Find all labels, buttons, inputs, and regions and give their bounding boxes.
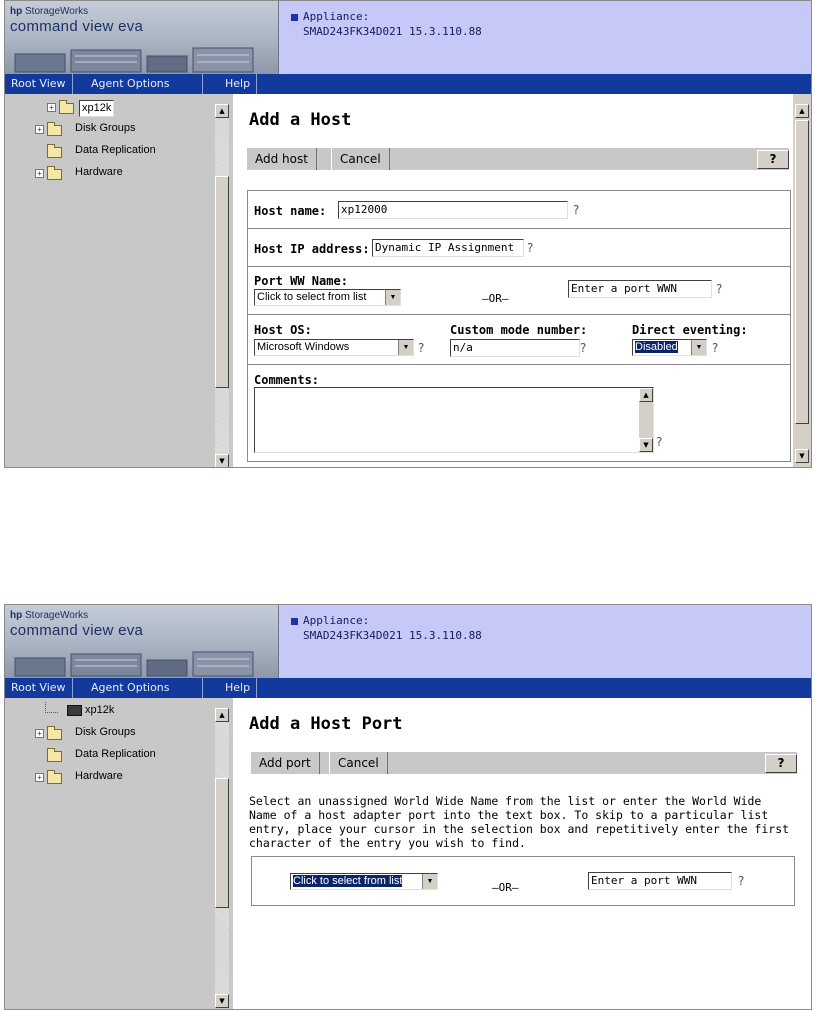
nav-scrollbar[interactable] xyxy=(215,708,229,1008)
tree-item-hardware[interactable] xyxy=(35,166,175,180)
port-wwn-input[interactable]: Enter a port WWN xyxy=(568,280,712,298)
direct-eventing-label: Direct eventing: xyxy=(632,323,748,337)
brand-banner xyxy=(5,1,279,74)
tree-label: Data Replication xyxy=(75,144,156,156)
brand-hp: hp StorageWorks xyxy=(10,610,89,621)
nav-scrollbar[interactable] xyxy=(215,104,229,468)
content-pane xyxy=(233,698,801,1009)
action-toolbar xyxy=(247,148,789,170)
chevron-down-icon[interactable]: ▼ xyxy=(385,290,400,305)
expand-icon[interactable]: + xyxy=(47,103,56,112)
tree-label: xp12k xyxy=(85,704,115,716)
scroll-up-icon[interactable]: ▲ xyxy=(639,388,653,402)
chevron-down-icon[interactable]: ▼ xyxy=(398,340,413,355)
appliance-bullet-icon xyxy=(291,14,298,21)
instructions-text: Select an unassigned World Wide Name from the list or enter the World Wide Name of a host adapter port into the text box. To skip to a particular list entry, place your cursor in the selection box and repetitively enter the first character of the entry you wish to find. xyxy=(249,794,790,850)
scroll-thumb[interactable] xyxy=(215,778,229,908)
host-os-select[interactable] xyxy=(254,339,414,356)
help-icon[interactable]: ? xyxy=(738,874,745,888)
tree-item-xp12k[interactable] xyxy=(45,704,165,718)
tree-item-disk-groups[interactable] xyxy=(35,122,175,136)
select-value: Click to select from list xyxy=(257,291,367,303)
tree-label: Hardware xyxy=(75,166,123,178)
storage-system-icon xyxy=(67,705,82,716)
cancel-button[interactable]: Cancel xyxy=(331,148,390,170)
tree-label: Data Replication xyxy=(75,748,156,760)
or-separator: —OR— xyxy=(482,292,509,305)
appliance-label: Appliance: xyxy=(303,10,370,23)
scroll-up-icon[interactable]: ▲ xyxy=(215,104,229,118)
tree-label: Disk Groups xyxy=(75,122,136,134)
folder-icon xyxy=(47,751,62,762)
appliance-info: SMAD243FK34D021 15.3.110.88 xyxy=(303,25,482,38)
scroll-down-icon[interactable]: ▼ xyxy=(795,449,809,463)
host-name-input[interactable]: xp12000 xyxy=(338,201,568,219)
menu-root-view[interactable]: Root View xyxy=(5,74,73,94)
appliance-label: Appliance: xyxy=(303,614,370,627)
storage-equipment-image xyxy=(5,650,279,678)
folder-icon xyxy=(59,103,74,114)
host-name-label: Host name: xyxy=(254,204,327,218)
scroll-down-icon[interactable]: ▼ xyxy=(215,454,229,468)
folder-icon xyxy=(47,147,62,158)
expand-icon[interactable]: + xyxy=(35,729,44,738)
tree-item-disk-groups[interactable] xyxy=(35,726,175,740)
custom-mode-label: Custom mode number: xyxy=(450,323,588,337)
cancel-button[interactable]: Cancel xyxy=(329,752,388,774)
scroll-down-icon[interactable]: ▼ xyxy=(639,438,653,452)
chevron-down-icon[interactable]: ▼ xyxy=(691,340,706,355)
help-icon[interactable]: ? xyxy=(712,341,719,355)
help-icon[interactable]: ? xyxy=(573,203,580,217)
page-title: Add a Host xyxy=(249,110,352,130)
content-pane xyxy=(233,94,793,467)
help-icon[interactable]: ? xyxy=(418,341,425,355)
screenshot-add-host xyxy=(4,0,812,468)
comments-textarea[interactable] xyxy=(254,387,654,453)
select-value: Disabled xyxy=(635,341,678,353)
action-toolbar xyxy=(251,752,797,774)
host-ip-input[interactable]: Dynamic IP Assignment xyxy=(372,239,524,257)
help-button[interactable]: ? xyxy=(765,754,797,773)
help-icon[interactable]: ? xyxy=(716,282,723,296)
wwn-selection-box xyxy=(251,856,795,906)
or-separator: —OR— xyxy=(492,881,519,894)
add-port-button[interactable]: Add port xyxy=(251,752,320,774)
host-ip-row xyxy=(248,229,790,267)
scroll-thumb[interactable] xyxy=(215,176,229,388)
add-host-button[interactable]: Add host xyxy=(247,148,317,170)
folder-icon xyxy=(47,773,62,784)
folder-icon xyxy=(47,125,62,136)
brand-product: command view eva xyxy=(10,622,144,639)
navigation-tree-pane xyxy=(5,698,233,1009)
storage-equipment-image xyxy=(5,46,279,74)
wwn-input[interactable]: Enter a port WWN xyxy=(588,872,732,890)
wwn-select[interactable] xyxy=(290,873,438,890)
scroll-down-icon[interactable]: ▼ xyxy=(215,994,229,1008)
tree-label: Hardware xyxy=(75,770,123,782)
appliance-panel xyxy=(279,605,811,678)
menu-bar xyxy=(5,678,811,698)
appliance-info: SMAD243FK34D021 15.3.110.88 xyxy=(303,629,482,642)
brand-banner xyxy=(5,605,279,678)
host-name-row xyxy=(248,191,790,229)
tree-item-hardware[interactable] xyxy=(35,770,175,784)
port-wwn-label: Port WW Name: xyxy=(254,274,348,288)
port-wwn-select[interactable] xyxy=(254,289,401,306)
textarea-scrollbar[interactable] xyxy=(639,388,653,452)
screenshot-add-host-port xyxy=(4,604,812,1010)
help-icon[interactable]: ? xyxy=(656,435,663,449)
host-os-label: Host OS: xyxy=(254,323,312,337)
brand-product: command view eva xyxy=(10,18,144,35)
folder-icon xyxy=(47,169,62,180)
tree-item-data-replication[interactable] xyxy=(35,748,195,762)
tree-item-data-replication[interactable] xyxy=(35,144,195,158)
scroll-up-icon[interactable]: ▲ xyxy=(795,104,809,118)
tree-item-xp12k[interactable] xyxy=(47,100,167,114)
select-value: Click to select from list xyxy=(293,875,403,887)
menu-bar xyxy=(5,74,811,94)
host-os-row xyxy=(248,315,790,365)
tree-connector xyxy=(45,702,58,713)
expand-icon[interactable]: + xyxy=(35,773,44,782)
host-ip-label: Host IP address: xyxy=(254,242,370,256)
menu-root-view[interactable]: Root View xyxy=(5,678,73,698)
custom-mode-input[interactable]: n/a xyxy=(450,339,580,357)
select-value: Microsoft Windows xyxy=(257,341,350,353)
comments-label: Comments: xyxy=(254,373,320,387)
scroll-up-icon[interactable]: ▲ xyxy=(215,708,229,722)
help-button[interactable]: ? xyxy=(757,150,789,169)
help-icon[interactable]: ? xyxy=(527,241,534,255)
host-form xyxy=(247,190,791,462)
menu-agent-options[interactable]: Agent Options xyxy=(85,678,203,698)
expand-icon[interactable]: + xyxy=(35,169,44,178)
tree-label: Disk Groups xyxy=(75,726,136,738)
content-scrollbar[interactable] xyxy=(793,94,811,467)
chevron-down-icon[interactable]: ▼ xyxy=(422,874,437,889)
scroll-thumb[interactable] xyxy=(795,120,809,424)
navigation-tree-pane xyxy=(5,94,233,467)
page-title: Add a Host Port xyxy=(249,714,403,734)
comments-row xyxy=(248,365,790,463)
brand-hp: hp StorageWorks xyxy=(10,6,89,17)
appliance-bullet-icon xyxy=(291,618,298,625)
direct-eventing-select[interactable] xyxy=(632,339,707,356)
port-wwn-row xyxy=(248,267,790,315)
menu-help[interactable]: Help xyxy=(219,74,257,94)
appliance-panel xyxy=(279,1,811,74)
help-icon[interactable]: ? xyxy=(580,341,587,355)
tree-label: xp12k xyxy=(79,100,114,117)
expand-icon[interactable]: + xyxy=(35,125,44,134)
menu-help[interactable]: Help xyxy=(219,678,257,698)
folder-icon xyxy=(47,729,62,740)
menu-agent-options[interactable]: Agent Options xyxy=(85,74,203,94)
